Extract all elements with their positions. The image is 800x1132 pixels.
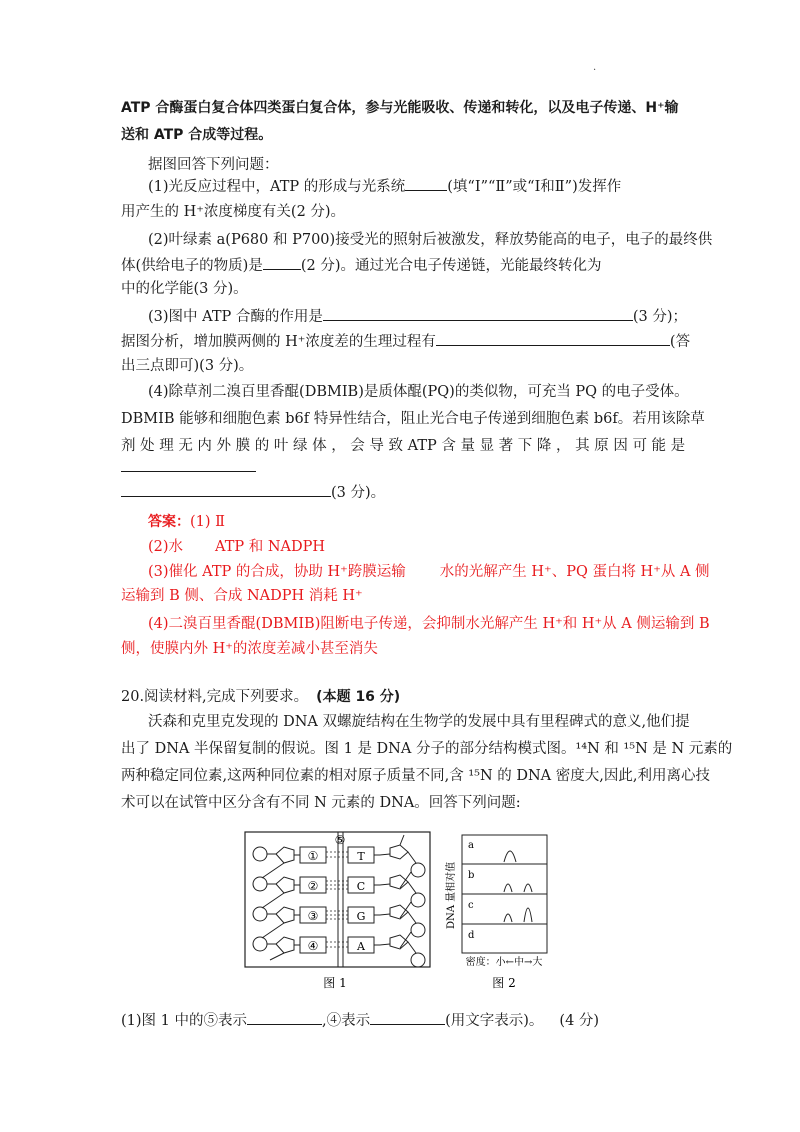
sugar-pentagon (276, 907, 294, 923)
base-label-2: ② (307, 879, 319, 893)
q4-blank-line (121, 457, 256, 478)
hydrogen-bonds (326, 852, 348, 947)
q20-title (121, 687, 400, 707)
right-base-boxes (348, 847, 374, 953)
q20-1-text-a: (1)图 1 中的⑤表示 (121, 1013, 247, 1029)
figure-2-caption: 图 2 (492, 976, 516, 990)
q2-text-b: 体(供给电子的物质)是 (121, 258, 263, 274)
q20-title-a: 20.阅读材料,完成下列要求。 (121, 689, 309, 705)
peak-b-middle (504, 884, 512, 892)
phosphate-circle (411, 953, 425, 967)
band-peaks (504, 851, 532, 922)
answer-1 (148, 512, 225, 532)
phosphate-circle (253, 877, 267, 891)
q20-1-blank-1 (247, 1010, 322, 1025)
q4-blank-1 (121, 457, 256, 472)
q20-title-b: (本题 16 分) (316, 689, 401, 705)
corner-mark: . (593, 62, 597, 73)
phosphate-circle (253, 907, 267, 921)
q20-para-4: 术可以在试管中区分含有不同 N 元素的 DNA。回答下列问题: (121, 795, 521, 811)
q2-blank-1 (263, 255, 301, 270)
phosphate-circle (253, 937, 267, 951)
base-A: A (357, 940, 365, 953)
answer-label: 答案： (148, 514, 190, 530)
base-T: T (357, 850, 365, 863)
row-a: a (468, 840, 474, 851)
base-label-4: ④ (307, 939, 319, 953)
row-c: c (468, 900, 474, 911)
sugar-pentagon (390, 905, 408, 919)
q4-line-4 (121, 482, 385, 503)
label-5: ⑤ (334, 833, 346, 847)
density-label: 密度：小←中→大 (465, 957, 543, 968)
base-C: C (356, 880, 366, 893)
q20-1-text-b: ,④表示 (321, 1013, 371, 1029)
answer-4-line-2: 侧，使膜内外 H⁺的浓度差减小甚至消失 (121, 641, 378, 657)
prompt: 据图回答下列问题： (148, 157, 279, 173)
q3-blank-1 (323, 306, 633, 321)
sugar-pentagon (276, 877, 294, 893)
peak-c-heavy (524, 908, 532, 922)
q1-text-a: (1)光反应过程中，ATP 的形成与光系统 (148, 179, 406, 195)
answer-3 (148, 562, 710, 582)
q2-line-1: (2)叶绿素 a(P680 和 P700)接受光的照射后被激发，释放势能高的电子，电子的最终供 (148, 232, 713, 248)
figure-1-caption: 图 1 (323, 976, 347, 990)
row-d: d (468, 930, 475, 941)
q20-1-blank-2 (370, 1010, 445, 1025)
q4-text-d: (3 分)。 (331, 485, 386, 501)
phosphate-circle (411, 863, 425, 877)
q3-line-3: 出三点即可)(3 分)。 (121, 358, 254, 374)
sugar-pentagon (276, 847, 294, 863)
q1-line-2: 用产生的 H⁺浓度梯度有关(2 分)。 (121, 204, 346, 220)
peak-a-middle (504, 851, 516, 862)
answer-2-text-a: (2)水 (148, 539, 184, 555)
left-backbone (253, 847, 300, 960)
left-base-boxes (300, 847, 326, 953)
q4-line-2: DBMIB 能够和细胞色素 b6f 特异性结合，阻止光合电子传递到细胞色素 b6f。若用该除草 (121, 411, 705, 427)
answer-3-line-2: 运输到 B 侧、合成 NADPH 消耗 H⁺ (121, 588, 363, 604)
figure-2 (440, 832, 550, 992)
q20-sub-1 (121, 1010, 599, 1031)
q4-line-1: (4)除草剂二溴百里香醌(DBMIB)是质体醌(PQ)的类似物，可充当 PQ 的电子受体。 (148, 384, 689, 400)
sugar-pentagon (390, 875, 408, 889)
answer-2-text-b: ATP 和 NADPH (215, 539, 326, 555)
answer-3-text-b: 水的光解产生 H⁺、PQ 蛋白将 H⁺从 A 侧 (439, 564, 710, 580)
base-G: G (356, 910, 366, 923)
q3-text-c: 据图分析，增加膜两侧的 H⁺浓度差的生理过程有 (121, 334, 436, 350)
q20-1-text-c: (用文字表示)。 (445, 1013, 544, 1029)
q20-para-1: 沃森和克里克发现的 DNA 双螺旋结构在生物学的发展中具有里程碑式的意义,他们提 (148, 714, 690, 730)
figure-2-ylabel: DNA 量相对值 (446, 861, 457, 929)
question-1 (148, 176, 621, 197)
peak-b-heavy (524, 884, 532, 892)
right-backbone (374, 835, 425, 967)
q20-para-2: 出了 DNA 半保留复制的假说。图 1 是 DNA 分子的部分结构模式图。¹⁴N 和 ¹⁵N 是 N 元素的 (121, 741, 733, 757)
q3-blank-2 (436, 331, 670, 346)
sugar-pentagon (276, 937, 294, 953)
q20-para-3: 两种稳定同位素,这两种同位素的相对原子质量不同,含 ¹⁵N 的 DNA 密度大,因此,利用离心技 (121, 768, 710, 784)
answer-4: (4)二溴百里香醌(DBMIB)阻断电子传递，会抑制水光解产生 H⁺和 H⁺从 A 侧运输到 B (148, 616, 710, 632)
base-label-3: ③ (307, 909, 319, 923)
q1-text-b: (填“Ⅰ”“Ⅱ”或“Ⅰ和Ⅱ”)发挥作 (447, 179, 622, 195)
base-label-1: ① (307, 849, 319, 863)
answer-1-text: (1) Ⅱ (190, 514, 226, 530)
sugar-pentagon (390, 845, 408, 859)
q4-line-3: 剂 处 理 无 内 外 膜 的 叶 绿 体 ， 会 导 致 ATP 含 量 显 著 下 降 ， 其 原 因 可 能 是 (121, 438, 686, 454)
q3-text-b: (3 分)； (632, 309, 688, 325)
answer-3-text-a: (3)催化 ATP 的合成，协助 H⁺跨膜运输 (148, 564, 406, 580)
phosphate-circle (411, 923, 425, 937)
q3-line-1 (148, 306, 687, 327)
q3-text-a: (3)图中 ATP 合酶的作用是 (148, 309, 323, 325)
answer-2 (148, 537, 325, 557)
q3-text-d: (答 (669, 334, 691, 350)
intro-line-1: ATP 合酶蛋白复合体四类蛋白复合体，参与光能吸收、传递和转化，以及电子传递、H⁺输 (121, 100, 679, 116)
q1-blank (405, 176, 447, 191)
q2-line-2 (121, 255, 601, 276)
sugar-pentagon (390, 935, 408, 949)
row-b: b (468, 870, 475, 881)
q4-blank-2 (121, 482, 331, 497)
figure-1 (240, 832, 440, 992)
q3-line-2 (121, 331, 690, 352)
q2-line-3: 中的化学能(3 分)。 (121, 281, 248, 297)
q20-1-text-d: (4 分) (559, 1013, 600, 1029)
phosphate-circle (411, 893, 425, 907)
peak-c-middle (504, 914, 512, 922)
intro-line-2: 送和 ATP 合成等过程。 (121, 127, 273, 143)
phosphate-circle (253, 847, 267, 861)
q2-text-c: (2 分)。通过光合电子传递链，光能最终转化为 (300, 258, 602, 274)
